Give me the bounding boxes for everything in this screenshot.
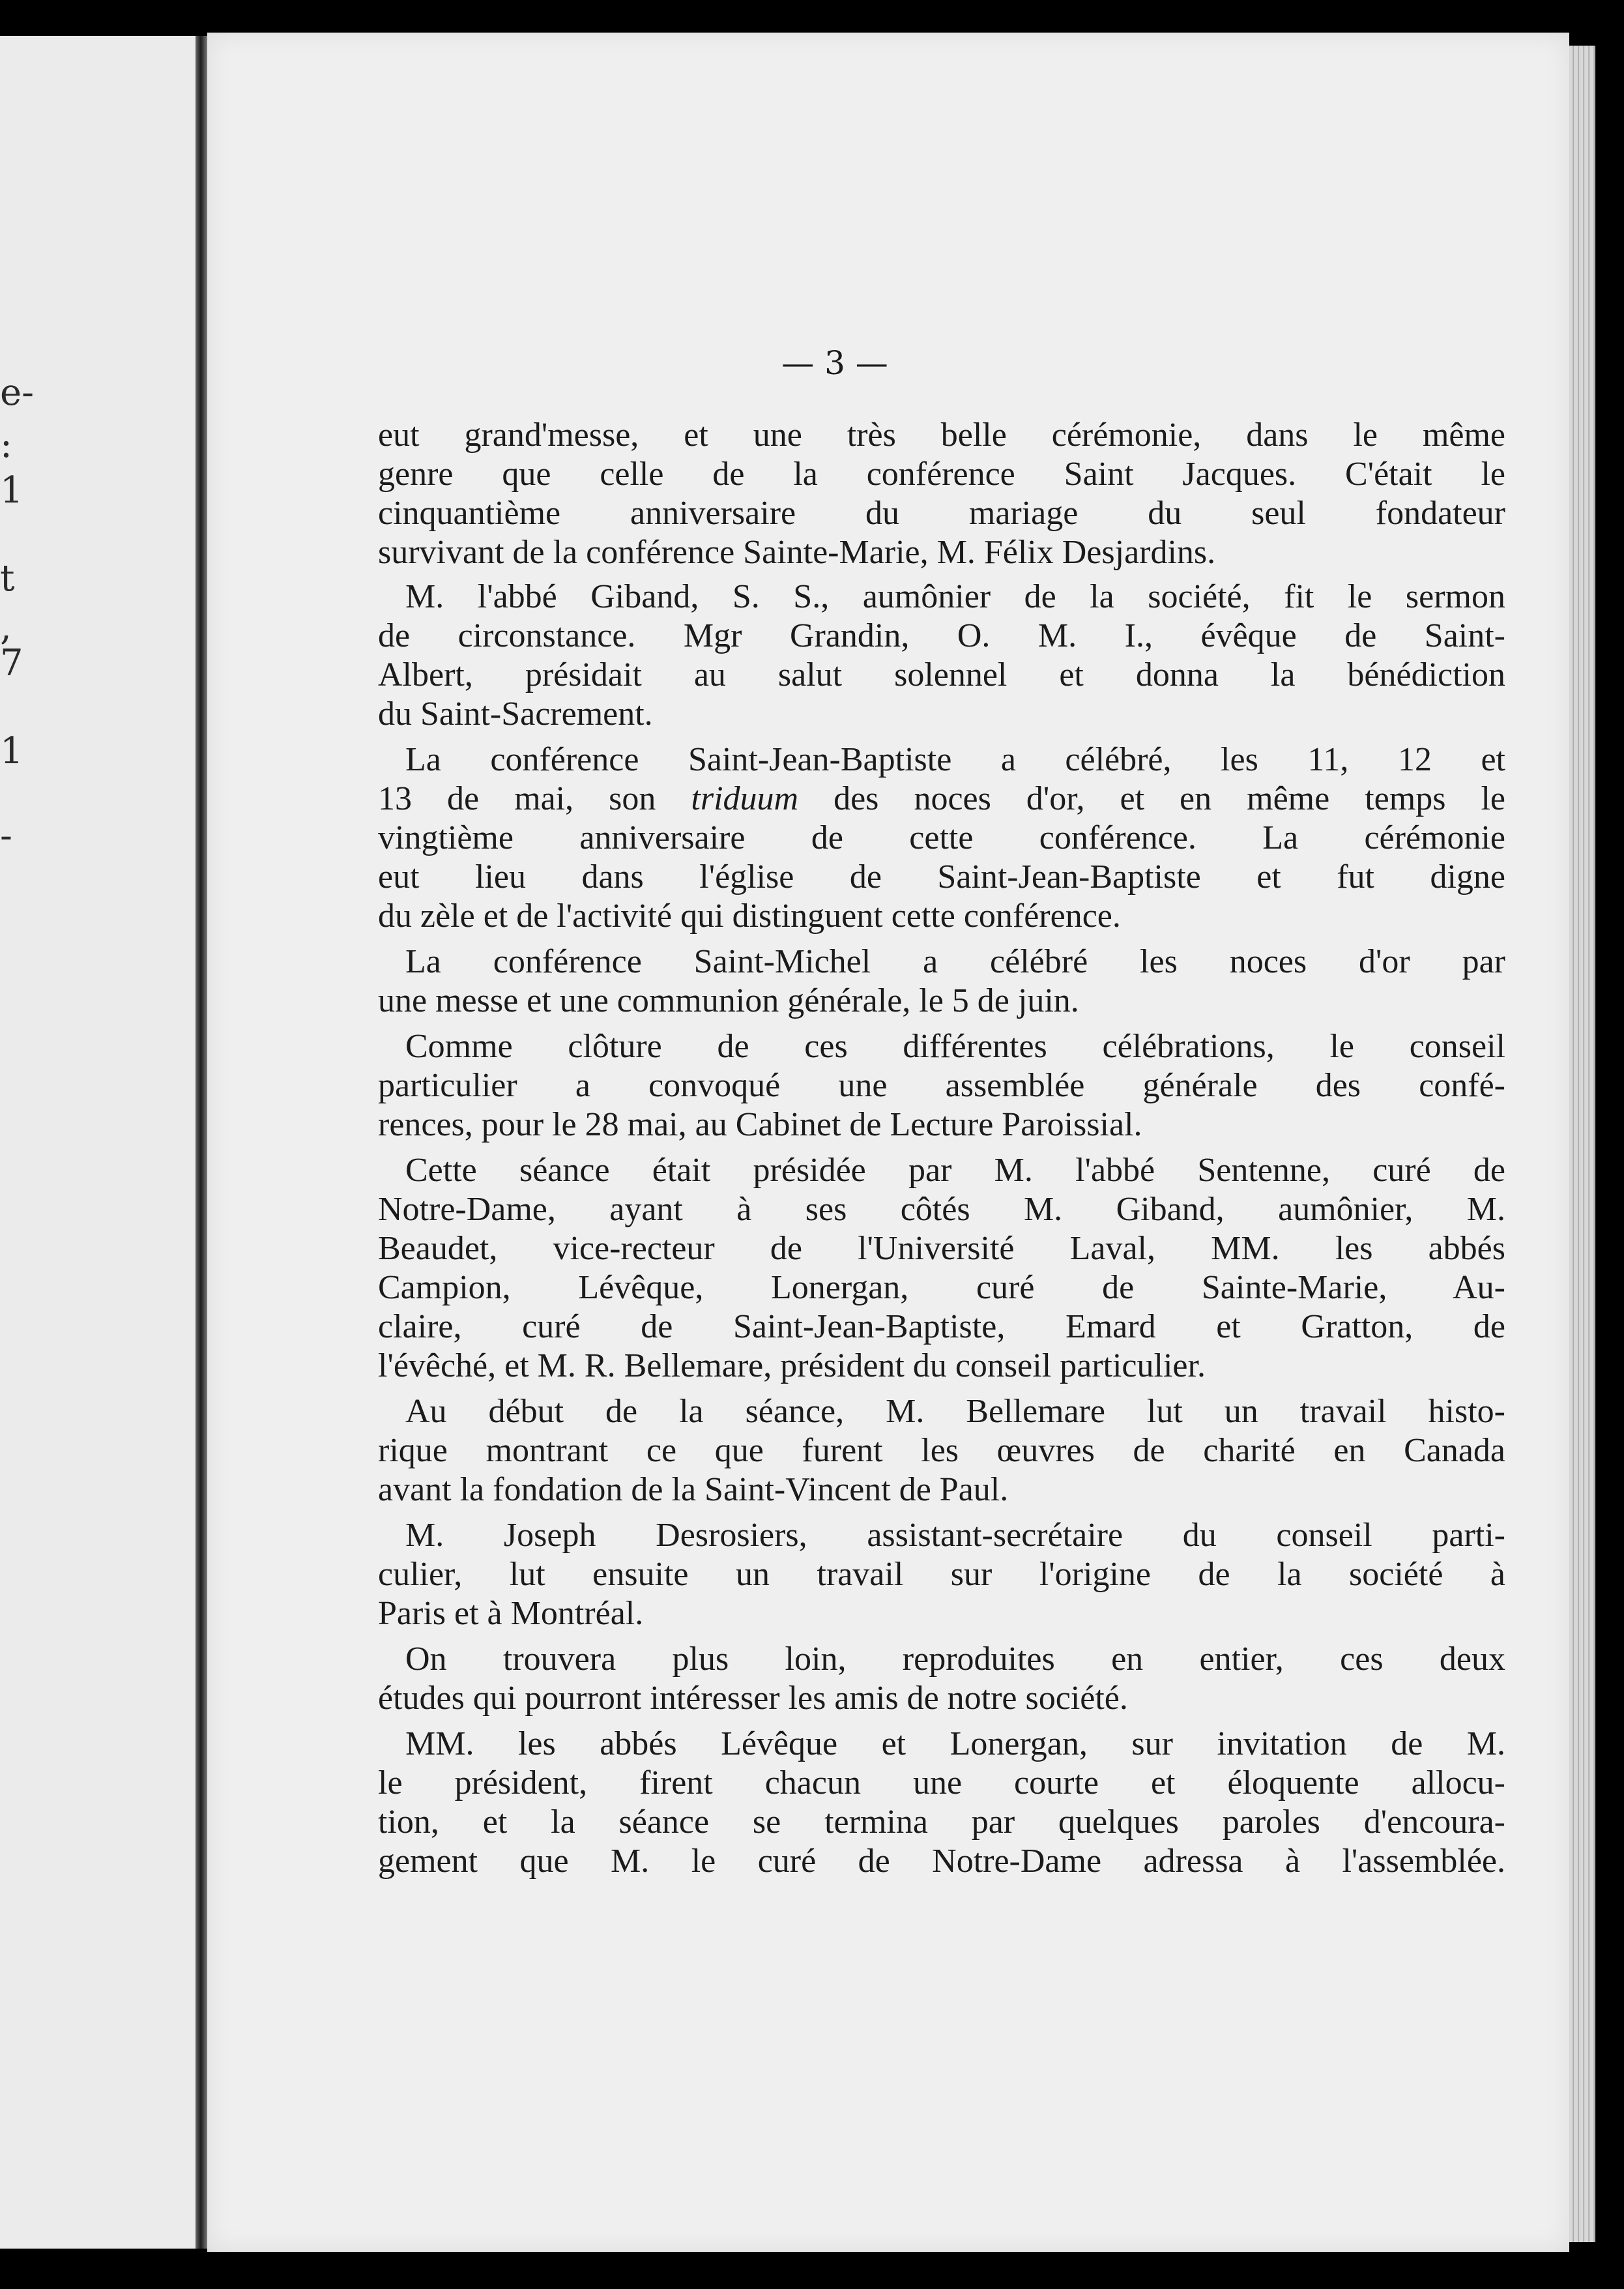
text-line: Notre-Dame, ayant à ses côtés M. Giband, aumônier, M. [378,1191,1505,1228]
text-line [378,780,1505,819]
paragraph [378,942,1505,982]
paragraph [378,1516,1505,1555]
paragraph-continuation [378,1431,1505,1509]
prev-page-fragment: t [0,557,15,600]
text-line: cinquantième anniversaire du mariage du seul fondateur [378,495,1505,532]
prev-page-fragment: e- [0,372,35,414]
text-line: avant la fondation de la Saint-Vincent de Paul. [378,1471,1009,1508]
prev-page-fragment: : [0,424,12,466]
text-line: MM. les abbés Lévêque et Lonergan, sur invitation de M. [405,1725,1505,1762]
page [207,33,1569,2252]
prev-page-fragment: , [0,606,12,649]
text-line: Campion, Lévêque, Lonergan, curé de Sainte-Marie, Au- [378,1269,1505,1306]
paragraph-continuation [378,1190,1505,1386]
text-line: particulier a convoqué une assemblée générale des confé- [378,1067,1505,1104]
text-line: Paris et à Montréal. [378,1595,644,1632]
text-line: vingtième anniversaire de cette conférence. La cérémonie [378,819,1505,856]
paragraph [378,740,1505,780]
paragraph-continuation [378,982,1505,1021]
prev-page-fragment: 1 [0,469,23,512]
text-line: survivant de la conférence Sainte-Marie, M. Félix Desjardins. [378,534,1216,571]
text-line: Au début de la séance, M. Bellemare lut un travail histo- [405,1393,1505,1430]
text-line: du zèle et de l'activité qui distinguent cette conférence. [378,897,1121,935]
paragraph [378,416,1505,572]
text-line: de circonstance. Mgr Grandin, O. M. I., évêque de Saint- [378,617,1505,654]
text-line: le président, firent chacun une courte et éloquente allocu- [378,1764,1505,1801]
paragraph [378,1640,1505,1679]
text-line: gement que M. le curé de Notre-Dame adressa à l'assemblée. [378,1843,1505,1880]
page-stack-edge [1569,46,1595,2242]
text-line: eut grand'messe, et une très belle cérémonie, dans le même [378,416,1505,454]
text-line: La conférence Saint-Michel a célébré les noces d'or par [405,943,1505,980]
paragraph-continuation [378,780,1505,936]
text-line: Cette séance était présidée par M. l'abbé Sentenne, curé de [405,1152,1505,1189]
text-run: des noces d'or, et en même temps le [798,780,1505,817]
paragraph-continuation [378,1066,1505,1144]
text-line: M. l'abbé Giband, S. S., aumônier de la société, fit le sermon [405,578,1505,615]
paragraph [378,577,1505,617]
text-line: culier, lut ensuite un travail sur l'origine de la société à [378,1556,1505,1593]
text-line: Comme clôture de ces différentes célébrations, le conseil [405,1028,1505,1065]
paragraph [378,1027,1505,1066]
prev-page-fragment: - [0,815,12,857]
italic-term: triduum [691,780,799,817]
text-line: rique montrant ce que furent les œuvres de charité en Canada [378,1432,1505,1469]
text-line: une messe et une communion générale, le 5 de juin. [378,982,1079,1019]
paragraph-continuation [378,617,1505,734]
paragraph-continuation [378,1679,1505,1718]
text-run: 13 de mai, son [378,780,691,817]
prev-page-fragment: 7 [0,642,23,684]
paragraph-continuation [378,1555,1505,1633]
text-line: Beaudet, vice-recteur de l'Université Laval, MM. les abbés [378,1230,1505,1267]
text-line: eut lieu dans l'église de Saint-Jean-Baptiste et fut digne [378,858,1505,896]
text-line: Albert, présidait au salut solennel et donna la bénédiction [378,656,1505,693]
text-line: du Saint-Sacrement. [378,695,653,733]
text-line: études qui pourront intéresser les amis de notre société. [378,1680,1128,1717]
paragraph [378,1151,1505,1190]
paragraph-continuation [378,1764,1505,1881]
text-line: claire, curé de Saint-Jean-Baptiste, Emard et Gratton, de [378,1308,1505,1345]
page-body [378,416,1505,1886]
text-line: rences, pour le 28 mai, au Cabinet de Lecture Paroissial. [378,1106,1142,1143]
text-line: On trouvera plus loin, reproduites en entier, ces deux [405,1640,1505,1678]
text-line: M. Joseph Desrosiers, assistant-secrétaire du conseil parti- [405,1517,1505,1554]
paragraph [378,1392,1505,1431]
text-line: l'évêché, et M. R. Bellemare, président du conseil particulier. [378,1347,1206,1384]
text-line: tion, et la séance se termina par quelques paroles d'encoura- [378,1803,1505,1841]
paragraph [378,1725,1505,1764]
prev-page-fragment: 1 [0,730,23,772]
text-line: La conférence Saint-Jean-Baptiste a célébré, les 11, 12 et [405,741,1505,778]
text-line: genre que celle de la conférence Saint Jacques. C'était le [378,456,1505,493]
page-number: — 3 — [781,344,888,382]
